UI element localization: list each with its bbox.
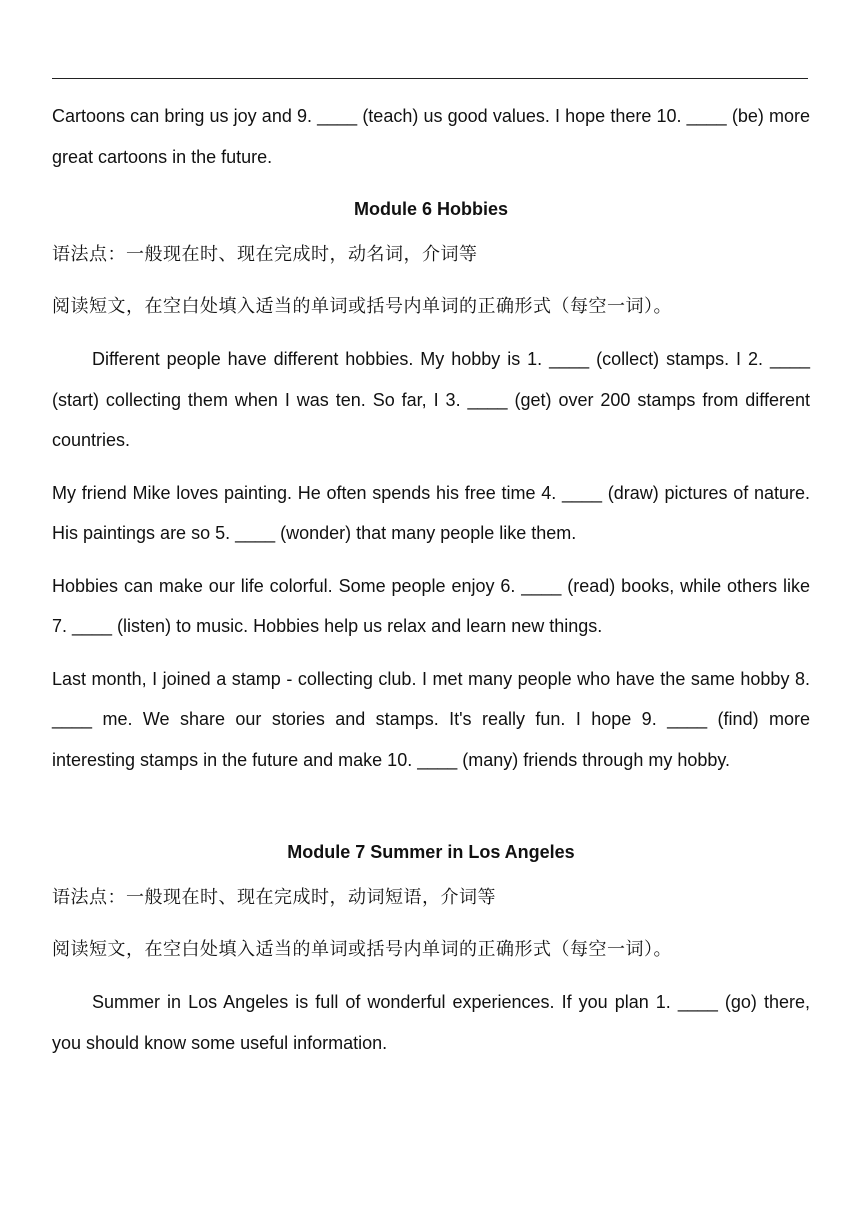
module-6-paragraph-2: My friend Mike loves painting. He often spends his free time 4. ____ (draw) pictures of nature. His paintings are so 5. ____ (wonder) that many people like them. [52,482,810,543]
spacer [52,461,810,473]
spacer [52,275,810,287]
document-body [52,96,810,1063]
module-6-paragraph-4: Last month, I joined a stamp - collecting club. I met many people who have the same hobby 8. ____ me. We share our stories and stamps. It's really fun. I hope 9. ____ (find) more interesting stamps in the future and make 10. ____ (many) friends through my hobby. [52,668,810,770]
spacer [52,970,810,982]
continued-paragraph: Cartoons can bring us joy and 9. ____ (teach) us good values. I hope there 10. ____ (be) more great cartoons in the future. [52,106,810,167]
module-6-title: Module 6 Hobbies [353,199,508,219]
module-6-paragraph-3: Hobbies can make our life colorful. Some people enjoy 6. ____ (read) books, while others like 7. ____ (listen) to music. Hobbies help us relax and learn new things. [52,575,810,636]
module-7-instruction: 阅读短文，在空白处填入适当的单词或括号内单词的正确形式（每空一词）。 [52,939,672,960]
module-6-grammar: 语法点：一般现在时、现在完成时，动名词，介词等 [52,244,478,265]
spacer [52,780,810,832]
module-7-grammar: 语法点：一般现在时、现在完成时，动词短语，介词等 [52,887,496,908]
header-rule [52,78,808,79]
module-6-instruction: 阅读短文，在空白处填入适当的单词或括号内单词的正确形式（每空一词）。 [52,296,672,317]
spacer [52,554,810,566]
spacer [52,327,810,339]
module-7-paragraph-1: Summer in Los Angeles is full of wonderful experiences. If you plan 1. ____ (go) there, you should know some useful information. [52,992,810,1053]
spacer [52,647,810,659]
module-7-title: Module 7 Summer in Los Angeles [287,842,575,862]
spacer [52,177,810,189]
module-6-paragraph-1: Different people have different hobbies. My hobby is 1. ____ (collect) stamps. I 2. ____ (start) collecting them when I was ten. So far, I 3. ____ (get) over 200 stamps from different countries. [52,349,810,450]
spacer [52,918,810,930]
